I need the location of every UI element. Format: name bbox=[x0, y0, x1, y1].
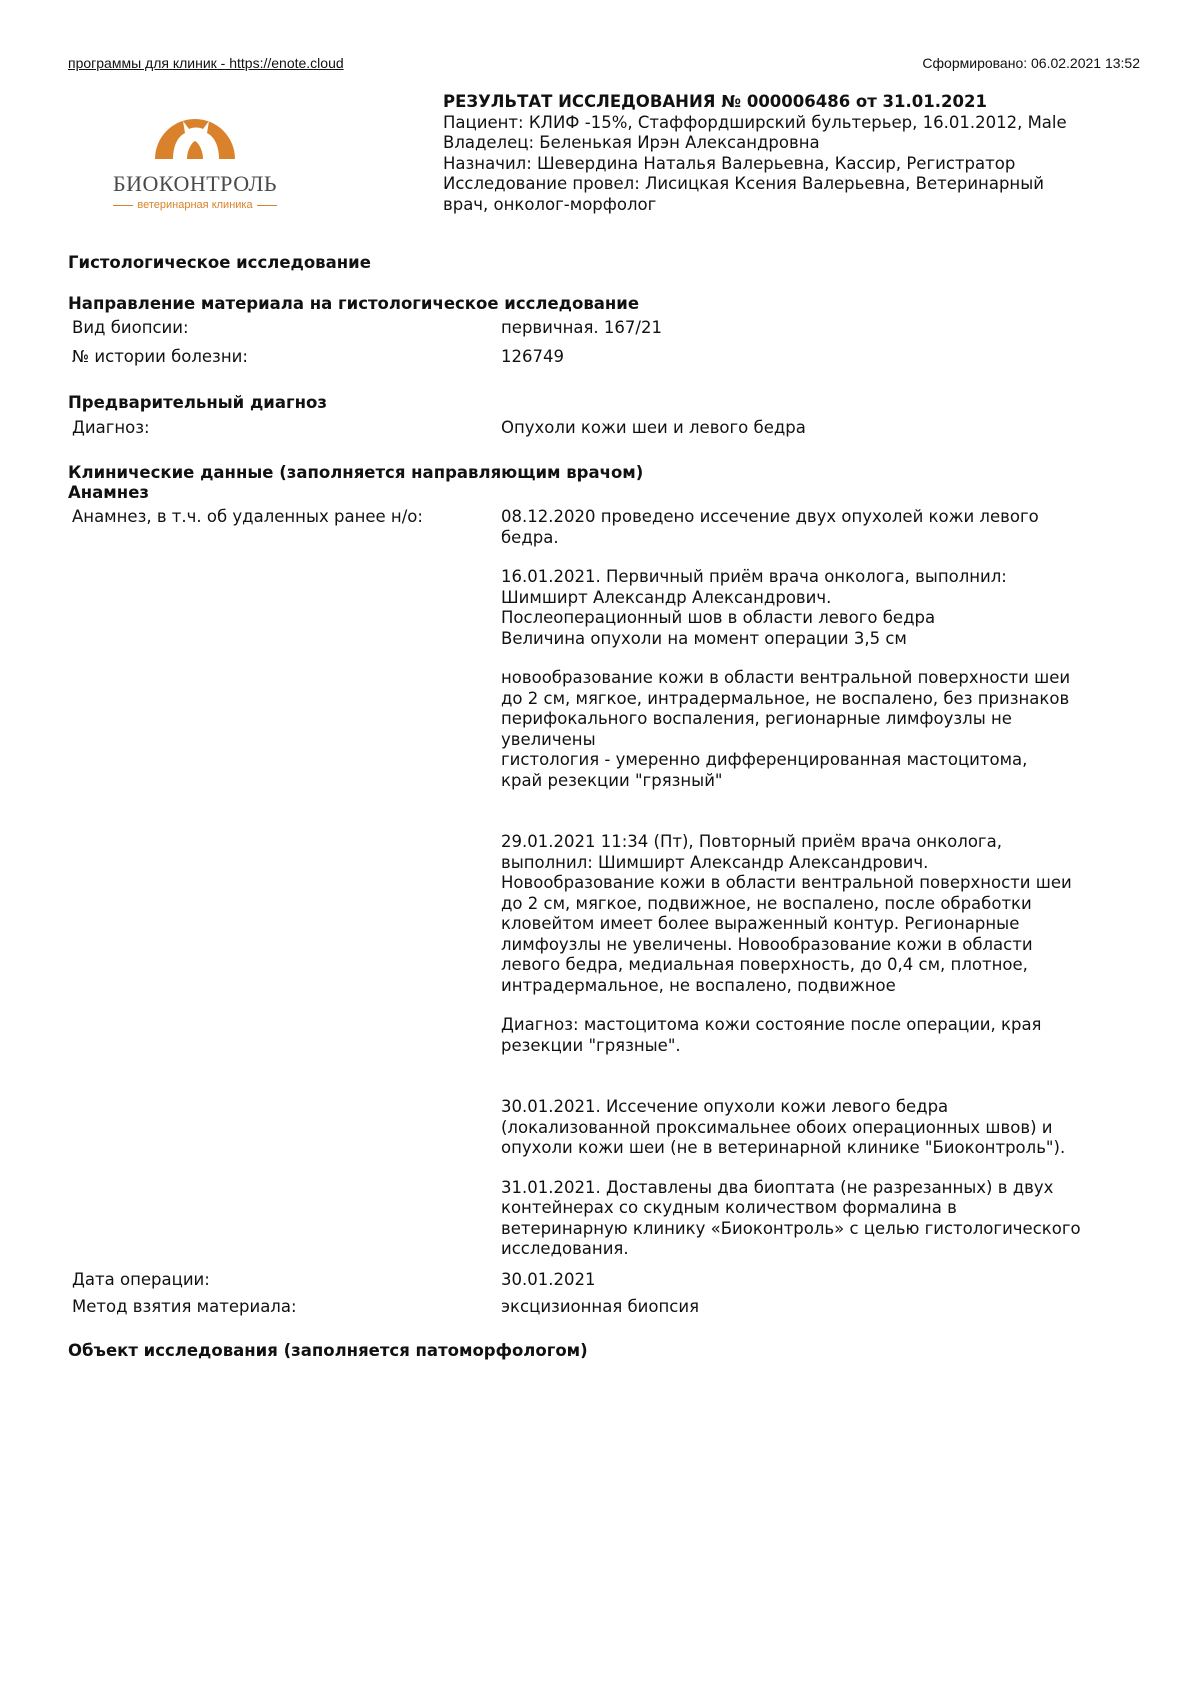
assigned-line: Назначил: Шевердина Наталья Валерьевна, Кассир, Регистратор bbox=[443, 153, 1016, 173]
owner-line: Владелец: Беленькая Ирэн Александровна bbox=[443, 133, 820, 152]
section-clinical: Клинические данные (заполняется направляющим врачом) bbox=[68, 463, 644, 482]
diagnosis-label: Диагноз: bbox=[72, 418, 150, 437]
result-header bbox=[443, 92, 1143, 215]
anamnesis-line: левого бедра, медиальная поверхность, до 0,4 см, плотное, bbox=[501, 955, 1028, 974]
performed-line-cont: врач, онколог-морфолог bbox=[443, 194, 657, 214]
method-label: Метод взятия материала: bbox=[72, 1297, 297, 1316]
history-label: № истории болезни: bbox=[72, 347, 248, 366]
enote-link[interactable]: программы для клиник - https://enote.cloud bbox=[68, 55, 344, 71]
history-value: 126749 bbox=[501, 347, 564, 366]
result-title: РЕЗУЛЬТАТ ИССЛЕДОВАНИЯ № 000006486 от 31.01.2021 bbox=[443, 92, 987, 111]
anamnesis-line: бедра. bbox=[501, 527, 559, 547]
anamnesis-line: перифокального воспаления, регионарные лимфоузлы не bbox=[501, 709, 1012, 728]
anamnesis-line: ветеринарную клинику «Биоконтроль» с целью гистологического bbox=[501, 1218, 1081, 1238]
diagnosis-value: Опухоли кожи шеи и левого бедра bbox=[501, 418, 806, 437]
anamnesis-line: до 2 см, мягкое, интрадермальное, не воспалено, без признаков bbox=[501, 688, 1070, 708]
anamnesis-line: гистология - умеренно дифференцированная мастоцитома, bbox=[501, 750, 1028, 769]
anamnesis-line: опухоли кожи шеи (не в ветеринарной клинике "Биоконтроль"). bbox=[501, 1138, 1066, 1157]
anamnesis-line: кловейтом имеет более выраженный контур. Регионарные bbox=[501, 914, 1020, 933]
anamnesis-line: исследования. bbox=[501, 1239, 629, 1258]
anamnesis-line: контейнерах со скудным количеством формалина в bbox=[501, 1198, 957, 1217]
op-date-value: 30.01.2021 bbox=[501, 1270, 596, 1289]
patient-line: Пациент: КЛИФ -15%, Стаффордширский бультерьер, 16.01.2012, Male bbox=[443, 112, 1067, 132]
op-date-label: Дата операции: bbox=[72, 1270, 210, 1289]
anamnesis-line: лимфоузлы не увеличены. Новообразование кожи в области bbox=[501, 934, 1033, 954]
anamnesis-line: увеличены bbox=[501, 729, 596, 749]
logo-name: БИОКОНТРОЛЬ bbox=[112, 171, 278, 196]
anamnesis-line: Диагноз: мастоцитома кожи состояние после операции, края bbox=[501, 1015, 1042, 1034]
anamnesis-line: 08.12.2020 проведено иссечение двух опухолей кожи левого bbox=[501, 507, 1039, 526]
anamnesis-label: Анамнез, в т.ч. об удаленных ранее н/о: bbox=[72, 507, 423, 526]
anamnesis-line: 29.01.2021 11:34 (Пт), Повторный приём врача онколога, bbox=[501, 832, 1002, 851]
anamnesis-line: (локализованной проксимальнее обоих операционных швов) и bbox=[501, 1117, 1053, 1137]
section-prelim-diagnosis: Предварительный диагноз bbox=[68, 393, 327, 412]
section-referral: Направление материала на гистологическое исследование bbox=[68, 294, 640, 313]
anamnesis-line: 31.01.2021. Доставлены два биоптата (не разрезанных) в двух bbox=[501, 1177, 1054, 1197]
anamnesis-line: Шимширт Александр Александрович. bbox=[501, 587, 832, 607]
anamnesis-line: резекции "грязные". bbox=[501, 1035, 681, 1055]
anamnesis-line: новообразование кожи в области вентральной поверхности шеи bbox=[501, 668, 1071, 687]
section-object: Объект исследования (заполняется патоморфологом) bbox=[68, 1341, 588, 1360]
anamnesis-line: 30.01.2021. Иссечение опухоли кожи левого бедра bbox=[501, 1097, 949, 1116]
anamnesis-line: Величина опухоли на момент операции 3,5 см bbox=[501, 628, 907, 648]
generated-timestamp: Сформировано: 06.02.2021 13:52 bbox=[922, 55, 1140, 71]
method-value: эксцизионная биопсия bbox=[501, 1297, 699, 1316]
logo-subtitle: ветеринарная клиника bbox=[100, 199, 290, 211]
anamnesis-text bbox=[501, 507, 1141, 1260]
anamnesis-line: интрадермальное, не воспалено, подвижное bbox=[501, 975, 896, 995]
performed-line: Исследование провел: Лисицкая Ксения Валерьевна, Ветеринарный bbox=[443, 174, 1044, 193]
section-anamnesis: Анамнез bbox=[68, 483, 149, 502]
biopsy-label: Вид биопсии: bbox=[72, 318, 189, 337]
biopsy-value: первичная. 167/21 bbox=[501, 318, 662, 337]
anamnesis-line: край резекции "грязный" bbox=[501, 770, 723, 790]
anamnesis-line: выполнил: Шимширт Александр Александрович. bbox=[501, 852, 929, 872]
logo-emblem-icon bbox=[153, 95, 237, 165]
anamnesis-line: Послеоперационный шов в области левого бедра bbox=[501, 608, 936, 627]
anamnesis-line: Новообразование кожи в области вентральной поверхности шеи bbox=[501, 873, 1072, 892]
anamnesis-line: до 2 см, мягкое, подвижное, не воспалено, после обработки bbox=[501, 893, 1032, 913]
section-histology: Гистологическое исследование bbox=[68, 253, 371, 272]
clinic-logo bbox=[100, 95, 290, 215]
anamnesis-line: 16.01.2021. Первичный приём врача онколога, выполнил: bbox=[501, 567, 1007, 586]
